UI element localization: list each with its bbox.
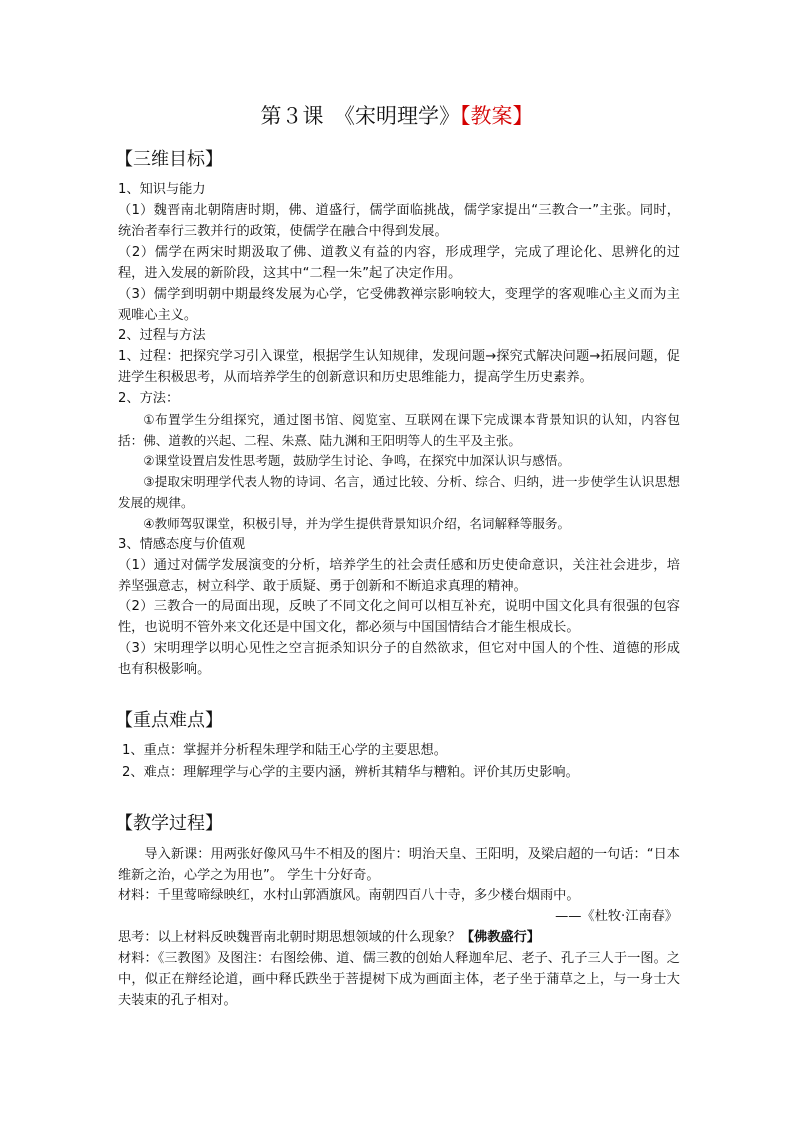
goals-s2-title: 2、过程与方法 (118, 328, 206, 343)
goals-s2-method-1: ①布置学生分组探究，通过图书馆、阅览室、互联网在课下完成课本背景知识的认知，内容包括：佛、道教的兴起、二程、朱熹、陆九渊和王阳明等人的生平及主张。 (118, 412, 680, 448)
goals-s3-p2: （2）三教合一的局面出现，反映了不同文化之间可以相互补充，说明中国文化具有很强的包容性，也说明不管外来文化还是中国文化，都必须与中国国情结合才能生根成长。 (118, 599, 680, 635)
goals-s3-p1: （1）通过对儒学发展演变的分析，培养学生的社会责任感和历史使命意识，关注社会进步，培养坚强意志，树立科学、敢于质疑、勇于创新和不断追求真理的精神。 (118, 558, 680, 594)
goals-s1-p3: （3）儒学到明朝中期最终发展为心学，它受佛教禅宗影响较大，变理学的客观唯心主义而为主观唯心主义。 (118, 287, 680, 323)
title-main: 第３课 《宋明理学》 (260, 104, 460, 128)
process-question (118, 928, 680, 949)
question-answer: 【佛教盛行】 (460, 930, 540, 945)
goals-s3-p3: （3）宋明理学以明心见性之空言扼杀知识分子的自然欲求，但它对中国人的个性、道德的形成也有积极影响。 (118, 641, 680, 677)
goals-s2-method-4: ④教师驾驭课堂，积极引导，并为学生提供背景知识介绍，名词解释等服务。 (143, 516, 571, 531)
keypoints-heading: 【重点难点】 (115, 710, 223, 731)
goals-s2-method-3: ③提取宋明理学代表人物的诗词、名言，通过比较、分析、综合、归纳，进一步使学生认识思想发展的规律。 (118, 474, 680, 510)
material-1-source: ——《杜牧·江南春》 (555, 909, 678, 924)
process-intro: 导入新课：用两张好像风马牛不相及的图片：明治天皇、王阳明，及梁启超的一句话：“日本维新之治，心学之为用也”。 学生十分好奇。 (118, 847, 680, 883)
goals-s1-title: 1、知识与能力 (118, 182, 206, 197)
goals-s2-method-2: ②课堂设置启发性思考题，鼓励学生讨论、争鸣，在探究中加深认识与感悟。 (143, 453, 571, 468)
goals-s3-title: 3、情感态度与价值观 (118, 537, 246, 552)
lesson-title (0, 101, 794, 131)
goals-s1-p2: （2）儒学在两宋时期汲取了佛、道教义有益的内容，形成理学，完成了理论化、思辨化的过程，进入发展的新阶段，这其中“二程一朱”起了决定作用。 (118, 245, 680, 281)
keypoint-1: 1、重点：掌握并分析程朱理学和陆王心学的主要思想。 (122, 743, 447, 758)
process-material-1: 材料：千里莺啼绿映红，水村山郭酒旗风。南朝四百八十寺，多少楼台烟雨中。 (118, 888, 580, 903)
goals-s2-p1: 1、过程：把探究学习引入课堂，根据学生认知规律，发现问题→探究式解决问题→拓展问题，促进学生积极思考，从而培养学生的创新意识和历史思维能力，提高学生历史素养。 (118, 349, 680, 385)
keypoint-2: 2、难点：理解理学与心学的主要内涵，辨析其精华与糟粕。评价其历史影响。 (122, 765, 579, 780)
goals-s2-p2: 2、方法： (118, 391, 180, 406)
process-heading: 【教学过程】 (115, 813, 223, 834)
process-material-2: 材料：《三教图》及图注：右图绘佛、道、儒三教的创始人释迦牟尼、老子、孔子三人于一图。之中，似正在辩经论道，画中释氏跌坐于菩提树下成为画面主体，老子坐于蒲草之上，与一身士大夫装束的孔子相对。 (118, 951, 680, 1008)
goals-s1-p1: （1）魏晋南北朝隋唐时期，佛、道盛行，儒学面临挑战，儒学家提出“三教合一”主张。同时，统治者奉行三教并行的政策，使儒学在融合中得到发展。 (118, 203, 680, 239)
question-text: 思考：以上材料反映魏晋南北朝时期思想领域的什么现象？ (118, 930, 461, 945)
goals-heading: 【三维目标】 (115, 149, 223, 170)
title-tag: 【教案】 (460, 104, 534, 128)
